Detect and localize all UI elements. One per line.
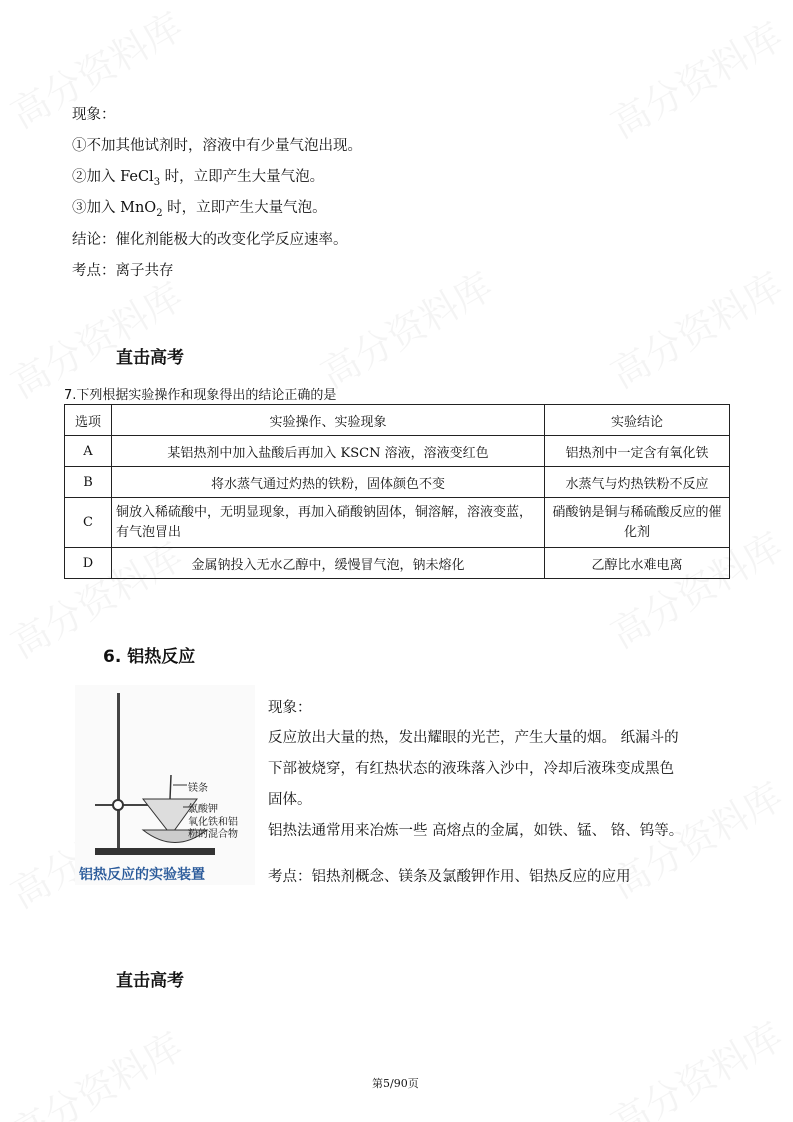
experiment-table <box>64 404 730 579</box>
text-line: 现象： <box>72 107 116 123</box>
table-header-row <box>65 405 730 436</box>
text-line: 结论：催化剂能极大的改变化学反应速率。 <box>72 232 348 248</box>
watermark <box>0 1016 191 1122</box>
figure-label: 镁条 <box>188 783 208 794</box>
text-line <box>72 165 324 188</box>
section-heading: 直击高考 <box>116 971 184 991</box>
cell: 金属钠投入无水乙醇中，缓慢冒气泡，钠未熔化 <box>112 548 545 579</box>
question-text: 7.下列根据实验操作和现象得出的结论正确的是 <box>64 388 337 403</box>
text-line: ①不加其他试剂时，溶液中有少量气泡出现。 <box>72 138 362 154</box>
figure-caption: 铝热反应的实验装置 <box>79 867 205 883</box>
header-cell: 实验操作、实验现象 <box>112 405 545 436</box>
cell: 乙醇比水难电离 <box>545 548 730 579</box>
cell: 水蒸气与灼热铁粉不反应 <box>545 467 730 498</box>
cell: A <box>65 436 112 467</box>
text: ②加入 FeCl <box>72 169 154 185</box>
cell: 硝酸钠是铜与稀硫酸反应的催化剂 <box>545 498 730 548</box>
watermark <box>599 256 791 399</box>
cell: 铝热剂中一定含有氧化铁 <box>545 436 730 467</box>
watermark <box>599 6 791 149</box>
text: ③加入 MnO <box>72 200 157 216</box>
text-line: 固体。 <box>268 792 312 808</box>
section-heading: 直击高考 <box>116 348 184 368</box>
figure-label: 氯酸钾 <box>188 804 218 815</box>
subscript: 3 <box>153 176 161 188</box>
cell: B <box>65 467 112 498</box>
figure-label: 氧化铁和铝 <box>188 817 238 828</box>
table-row <box>65 548 730 579</box>
text-line: 考点：离子共存 <box>72 263 174 279</box>
text: 时，立即产生大量气泡。 <box>160 169 325 185</box>
header-cell: 选项 <box>65 405 112 436</box>
table-row <box>65 436 730 467</box>
cell: 某铝热剂中加入盐酸后再加入 KSCN 溶液，溶液变红色 <box>112 436 545 467</box>
text-line: 考点：铝热剂概念、镁条及氯酸钾作用、铝热反应的应用 <box>268 869 631 885</box>
section-heading: 6. 铝热反应 <box>103 647 196 667</box>
cell: D <box>65 548 112 579</box>
cell: 铜放入稀硫酸中，无明显现象，再加入硝酸钠固体，铜溶解，溶液变蓝，有气泡冒出 <box>112 498 545 548</box>
table-row <box>65 467 730 498</box>
text-line: 铝热法通常用来冶炼一些 高熔点的金属，如铁、锰、 铬、钨等。 <box>268 823 684 839</box>
text-line <box>72 196 327 219</box>
table-row <box>65 498 730 548</box>
text: 时，立即产生大量气泡。 <box>162 200 327 216</box>
figure-label: 粉的混合物 <box>188 829 238 840</box>
watermark <box>599 1006 791 1122</box>
subscript: 2 <box>156 207 163 219</box>
header-cell: 实验结论 <box>545 405 730 436</box>
cell: 将水蒸气通过灼热的铁粉，固体颜色不变 <box>112 467 545 498</box>
text-line: 反应放出大量的热，发出耀眼的光芒，产生大量的烟。 纸漏斗的 <box>268 730 679 746</box>
apparatus-drawing <box>75 685 255 885</box>
text-line: 现象： <box>268 700 312 716</box>
page-number: 第5/90页 <box>372 1077 419 1090</box>
cell: C <box>65 498 112 548</box>
thermite-apparatus-figure <box>75 685 255 885</box>
watermark <box>309 256 501 399</box>
text-line: 下部被烧穿，有红热状态的液珠落入沙中，冷却后液珠变成黑色 <box>268 761 674 777</box>
